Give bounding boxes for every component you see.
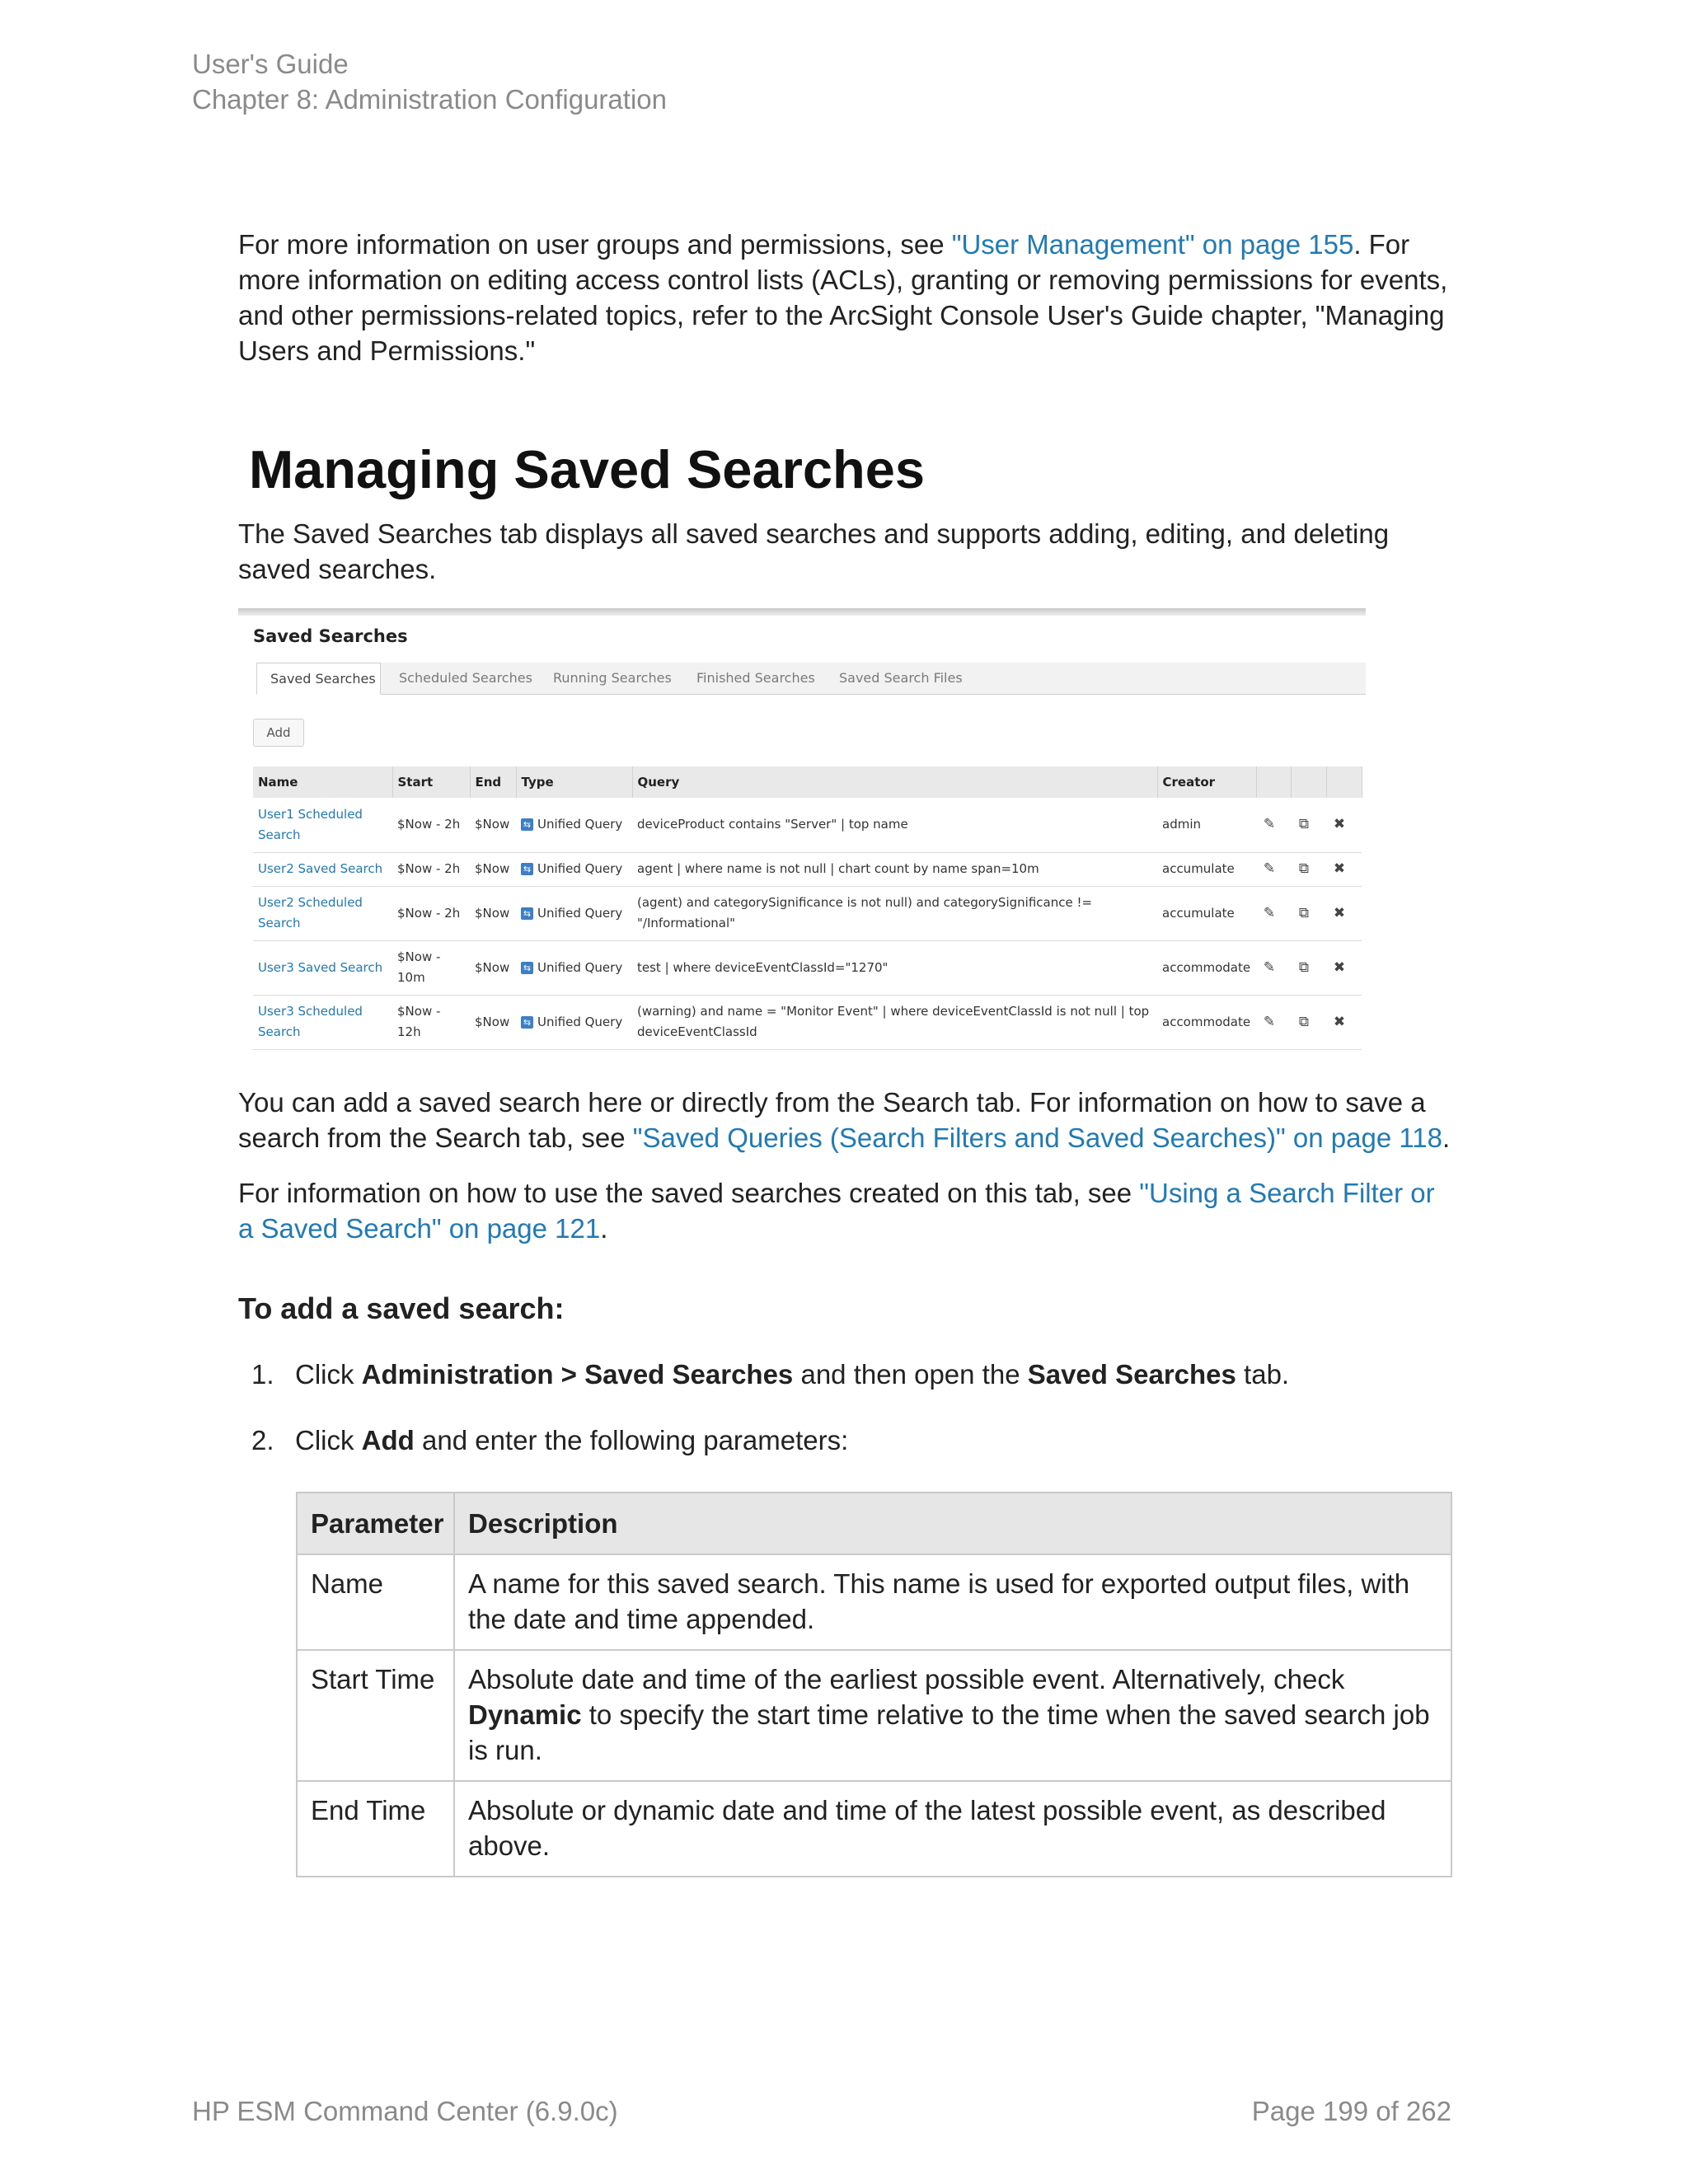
row-type	[516, 852, 632, 886]
edit-icon[interactable]: ✎	[1263, 816, 1276, 833]
header-parameter: Parameter	[297, 1493, 454, 1554]
saved-queries-link[interactable]: "Saved Queries (Search Filters and Saved Searches)" on page 118	[632, 1122, 1442, 1153]
header-description: Description	[454, 1493, 1451, 1554]
row-query: agent | where name is not null | chart count by name span=10m	[632, 852, 1157, 886]
table-header-row	[253, 766, 1362, 798]
row-start: $Now - 2h	[392, 798, 470, 852]
row-query: test | where deviceEventClassId="1270"	[632, 940, 1157, 995]
tab-running-searches[interactable]: Running Searches	[553, 670, 672, 686]
using-search-filter-link[interactable]: "Using a Search Filter or a Saved Search" on page 121	[238, 1178, 1435, 1244]
guide-title: User's Guide	[192, 49, 349, 79]
menu-path: Administration > Saved Searches	[361, 1359, 794, 1390]
row-start: $Now - 12h	[392, 995, 470, 1049]
row-name[interactable]: User3 Scheduled Search	[253, 995, 392, 1049]
tab-saved-search-files[interactable]: Saved Search Files	[839, 670, 963, 686]
parameters-header-row	[297, 1493, 1451, 1554]
step-1	[251, 1357, 1289, 1392]
step-2	[251, 1422, 848, 1458]
intro-paragraph	[238, 227, 1454, 368]
delete-icon[interactable]: ✖	[1333, 904, 1346, 921]
table-row	[297, 1650, 1451, 1781]
unified-query-icon: ⇆	[521, 962, 533, 974]
unified-query-icon: ⇆	[521, 1016, 533, 1029]
add-saved-search-paragraph	[238, 1085, 1454, 1155]
user-management-link[interactable]: "User Management" on page 155	[951, 229, 1354, 260]
row-end: $Now	[470, 852, 516, 886]
row-type	[516, 940, 632, 995]
row-name[interactable]: User2 Scheduled Search	[253, 886, 392, 940]
row-end: $Now	[470, 798, 516, 852]
row-creator: accommodate	[1157, 995, 1256, 1049]
row-type-label: Unified Query	[537, 817, 623, 832]
row-type-label: Unified Query	[537, 959, 623, 975]
row-query: (warning) and name = "Monitor Event" | where deviceEventClassId is not null | top deviceEventClassId	[632, 995, 1157, 1049]
param-description: A name for this saved search. This name is used for exported output files, with the date and time appended.	[454, 1554, 1451, 1650]
chapter-title: Chapter 8: Administration Configuration	[192, 84, 667, 115]
table-row	[297, 1781, 1451, 1877]
edit-icon[interactable]: ✎	[1263, 1013, 1276, 1030]
edit-icon[interactable]: ✎	[1263, 860, 1276, 877]
copy-icon[interactable]: ⧉	[1298, 958, 1310, 976]
using-saved-search-paragraph	[238, 1175, 1454, 1246]
param-description: Absolute or dynamic date and time of the latest possible event, as described above.	[454, 1781, 1451, 1877]
para3-text-2: .	[600, 1213, 608, 1244]
copy-icon[interactable]: ⧉	[1298, 816, 1310, 833]
step-text: Click	[295, 1425, 362, 1455]
intro-text-2: . For more information on editing access control lists (ACLs), granting or removing permissions for events, and other permissions-related topics, refer to the ArcSight Console User's Guide chapter, "Managing Users and Permissions."	[238, 229, 1448, 366]
row-type	[516, 798, 632, 852]
param-name: Start Time	[297, 1650, 454, 1781]
row-name[interactable]: User1 Scheduled Search	[253, 798, 392, 852]
table-row	[297, 1554, 1451, 1650]
step-text: and enter the following parameters:	[414, 1425, 849, 1455]
column-header-edit	[1256, 766, 1291, 798]
add-button[interactable]: Add	[253, 719, 304, 747]
row-end: $Now	[470, 886, 516, 940]
row-type	[516, 995, 632, 1049]
unified-query-icon: ⇆	[521, 818, 533, 831]
tab-name: Saved Searches	[1027, 1359, 1236, 1390]
saved-searches-table	[253, 766, 1362, 1050]
row-name[interactable]: User3 Saved Search	[253, 940, 392, 995]
row-name[interactable]: User2 Saved Search	[253, 852, 392, 886]
table-row[interactable]	[253, 940, 1362, 995]
step-text: Click	[295, 1359, 362, 1390]
para2-text-2: .	[1442, 1122, 1451, 1153]
running-header	[192, 46, 667, 117]
row-query: (agent) and categorySignificance is not null) and categorySignificance != "/Informational"	[632, 886, 1157, 940]
column-header-copy	[1291, 766, 1326, 798]
step-text: and then open the	[793, 1359, 1028, 1390]
column-header-type[interactable]: Type	[516, 766, 632, 798]
step-number: 1.	[251, 1359, 274, 1390]
table-row[interactable]	[253, 995, 1362, 1049]
table-row[interactable]	[253, 852, 1362, 886]
row-end: $Now	[470, 995, 516, 1049]
delete-icon[interactable]: ✖	[1333, 1013, 1346, 1030]
row-creator: accumulate	[1157, 852, 1256, 886]
param-name: Name	[297, 1554, 454, 1650]
row-start: $Now - 2h	[392, 852, 470, 886]
delete-icon[interactable]: ✖	[1333, 860, 1346, 877]
tab-scheduled-searches[interactable]: Scheduled Searches	[399, 670, 532, 686]
screenshot-top-bar	[238, 608, 1366, 616]
tab-finished-searches[interactable]: Finished Searches	[696, 670, 815, 686]
row-end: $Now	[470, 940, 516, 995]
intro-text-1: For more information on user groups and permissions, see	[238, 229, 952, 260]
param-description	[454, 1650, 1451, 1781]
edit-icon[interactable]: ✎	[1263, 904, 1276, 921]
column-header-creator[interactable]: Creator	[1157, 766, 1256, 798]
footer-page-number: Page 199 of 262	[1251, 2096, 1451, 2126]
row-type-label: Unified Query	[537, 861, 623, 876]
delete-icon[interactable]: ✖	[1333, 958, 1346, 976]
table-row[interactable]	[253, 886, 1362, 940]
row-start: $Now - 10m	[392, 940, 470, 995]
copy-icon[interactable]: ⧉	[1298, 1013, 1310, 1030]
row-creator: admin	[1157, 798, 1256, 852]
copy-icon[interactable]: ⧉	[1298, 860, 1310, 877]
row-type	[516, 886, 632, 940]
column-header-name[interactable]: Name	[253, 766, 392, 798]
column-header-delete	[1326, 766, 1362, 798]
edit-icon[interactable]: ✎	[1263, 958, 1276, 976]
desc-text: Absolute date and time of the earliest possible event. Alternatively, check	[468, 1664, 1345, 1694]
desc-text: to specify the start time relative to the time when the saved search job is run.	[468, 1699, 1430, 1765]
row-query: deviceProduct contains "Server" | top name	[632, 798, 1157, 852]
footer-product: HP ESM Command Center (6.9.0c)	[192, 2096, 618, 2126]
row-creator: accumulate	[1157, 886, 1256, 940]
step-number: 2.	[251, 1425, 274, 1455]
column-header-query[interactable]: Query	[632, 766, 1157, 798]
screenshot-title: Saved Searches	[253, 626, 408, 646]
parameters-table	[296, 1492, 1452, 1877]
unified-query-icon: ⇆	[521, 863, 533, 875]
dynamic-option: Dynamic	[468, 1699, 582, 1730]
table-row[interactable]	[253, 798, 1362, 852]
column-header-start[interactable]: Start	[392, 766, 470, 798]
row-type-label: Unified Query	[537, 905, 623, 921]
delete-icon[interactable]: ✖	[1333, 816, 1346, 833]
para3-text-1: For information on how to use the saved searches created on this tab, see	[238, 1178, 1140, 1208]
para2-text-1: You can add a saved search here or directly from the Search tab. For information on how to save a search from the Search tab, see	[238, 1087, 1426, 1153]
procedure-heading: To add a saved search:	[238, 1291, 565, 1325]
copy-icon[interactable]: ⧉	[1298, 904, 1310, 921]
step-text: tab.	[1236, 1359, 1290, 1390]
tab-saved-searches[interactable]: Saved Searches	[256, 663, 381, 695]
unified-query-icon: ⇆	[521, 907, 533, 920]
column-header-end[interactable]: End	[470, 766, 516, 798]
button-name: Add	[361, 1425, 415, 1455]
tab-bar	[256, 663, 1366, 695]
param-name: End Time	[297, 1781, 454, 1877]
row-start: $Now - 2h	[392, 886, 470, 940]
section-description: The Saved Searches tab displays all saved searches and supports adding, editing, and deleting saved searches.	[238, 518, 1390, 584]
row-creator: accommodate	[1157, 940, 1256, 995]
row-type-label: Unified Query	[537, 1014, 623, 1029]
saved-searches-screenshot	[238, 608, 1366, 1055]
section-title: Managing Saved Searches	[249, 439, 926, 499]
